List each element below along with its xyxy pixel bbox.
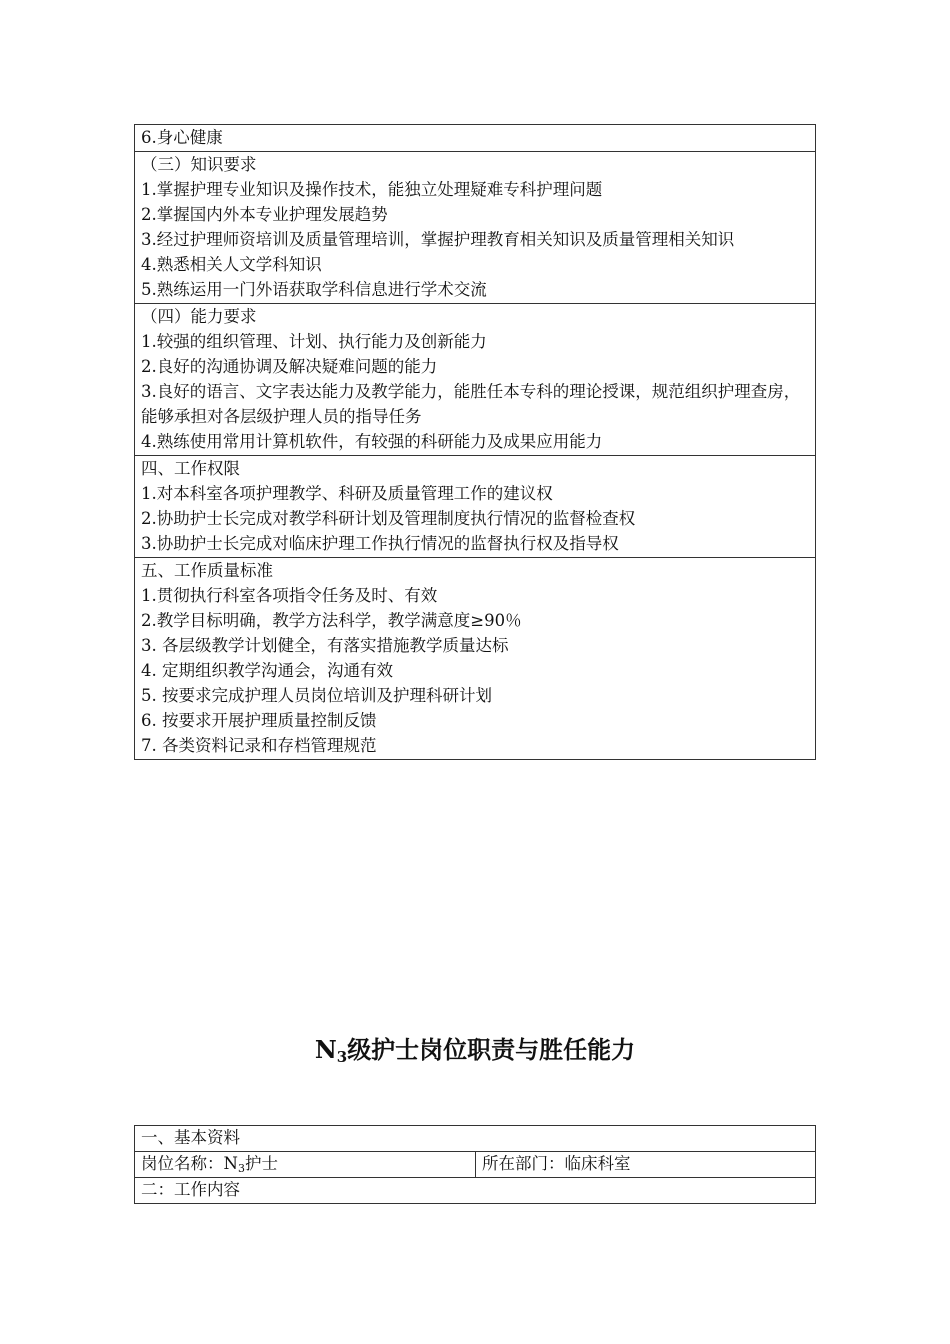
ability-requirements-section <box>135 304 815 456</box>
work-authority-section <box>135 456 815 558</box>
position-suffix: 护士 <box>244 1154 278 1173</box>
list-item: 3.经过护理师资培训及质量管理培训，掌握护理教育相关知识及质量管理相关知识 <box>141 230 735 249</box>
list-item: 1.对本科室各项护理教学、科研及质量管理工作的建议权 <box>141 484 553 503</box>
basic-info-header-row <box>135 1126 815 1152</box>
basic-info-table <box>134 1125 816 1204</box>
section-header: （四）能力要求 <box>141 307 257 326</box>
list-item: 4. 定期组织教学沟通会，沟通有效 <box>141 661 393 680</box>
list-item: 6. 按要求开展护理质量控制反馈 <box>141 711 377 730</box>
position-label: 岗位名称：N <box>141 1154 238 1173</box>
health-section <box>135 125 815 152</box>
title-subscript: 3 <box>336 1048 348 1066</box>
section-header: 五、工作质量标准 <box>141 561 273 580</box>
list-item: 4.熟练使用常用计算机软件，有较强的科研能力及成果应用能力 <box>141 432 603 451</box>
position-row <box>135 1152 815 1178</box>
list-item: 3. 各层级教学计划健全，有落实措施教学质量达标 <box>141 636 509 655</box>
quality-standards-section <box>135 558 815 759</box>
list-item: 5. 按要求完成护理人员岗位培训及护理科研计划 <box>141 686 492 705</box>
list-item: 5.熟练运用一门外语获取学科信息进行学术交流 <box>141 280 487 299</box>
section-header: 四、工作权限 <box>141 459 240 478</box>
list-item: 4.熟悉相关人文学科知识 <box>141 255 322 274</box>
basic-info-header: 一、基本资料 <box>141 1128 240 1147</box>
list-item: 7. 各类资料记录和存档管理规范 <box>141 736 377 755</box>
knowledge-requirements-section <box>135 152 815 304</box>
list-item: 2.教学目标明确，教学方法科学，教学满意度≥90％ <box>141 611 522 630</box>
list-item: 2.掌握国内外本专业护理发展趋势 <box>141 205 388 224</box>
list-item: 1.较强的组织管理、计划、执行能力及创新能力 <box>141 332 487 351</box>
list-item: 2.良好的沟通协调及解决疑难问题的能力 <box>141 357 438 376</box>
title-prefix: N <box>314 1035 337 1064</box>
department-cell: 所在部门：临床科室 <box>482 1154 631 1173</box>
duties-table <box>134 124 816 760</box>
list-item: 2.协助护士长完成对教学科研计划及管理制度执行情况的监督检查权 <box>141 509 636 528</box>
page-title <box>0 1032 950 1068</box>
section-header: （三）知识要求 <box>141 155 257 174</box>
list-item: 1.贯彻执行科室各项指令任务及时、有效 <box>141 586 438 605</box>
work-content-header: 二：工作内容 <box>141 1180 240 1199</box>
position-name-cell <box>135 1152 476 1177</box>
list-item: 3.良好的语言、文字表达能力及教学能力，能胜任本专科的理论授课，规范组织护理查房，能够承担对各层级护理人员的指导任务 <box>141 382 801 426</box>
health-item: 6.身心健康 <box>141 128 223 147</box>
list-item: 3.协助护士长完成对临床护理工作执行情况的监督执行权及指导权 <box>141 534 619 553</box>
list-item: 1.掌握护理专业知识及操作技术，能独立处理疑难专科护理问题 <box>141 180 603 199</box>
title-text: 级护士岗位职责与胜任能力 <box>347 1035 636 1064</box>
work-content-row <box>135 1178 815 1203</box>
position-subscript: 3 <box>237 1162 245 1175</box>
